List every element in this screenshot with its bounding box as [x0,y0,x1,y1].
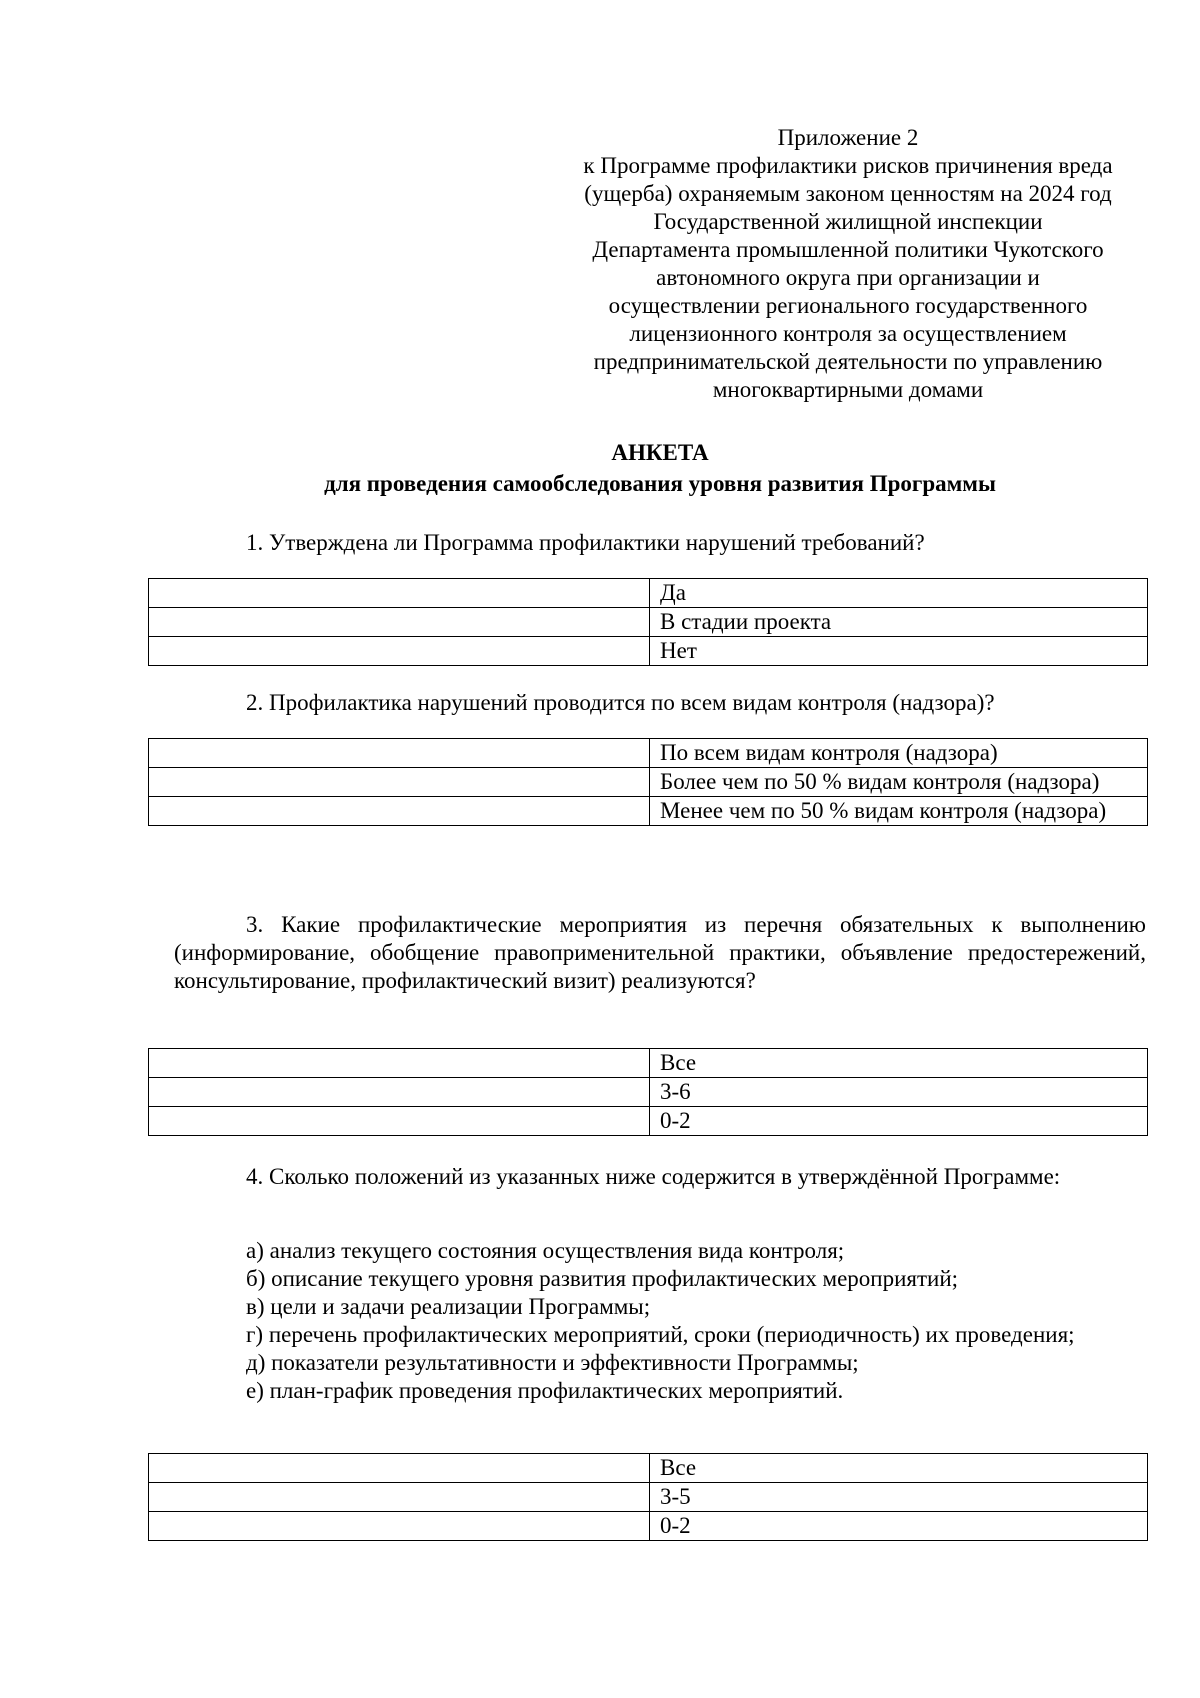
appendix-line: Приложение 2 [777,125,919,150]
appendix-line: осуществлении регионального государственного [608,293,1088,318]
list-item: д) показатели результативности и эффективности Программы; [246,1350,859,1375]
appendix-line: автономного округа при организации и [656,265,1040,290]
appendix-line: лицензионного контроля за осуществлением [629,321,1067,346]
answer-option: Менее чем по 50 % видам контроля (надзора) [650,797,1148,826]
question-4-list [174,1237,1146,1405]
appendix-line: (ущерба) охраняемым законом ценностям на 2024 год [584,181,1112,206]
answer-option: Нет [650,637,1148,666]
answer-option: 0-2 [650,1107,1148,1136]
answer-mark-cell[interactable] [149,1049,650,1078]
answer-table-1 [148,578,1148,666]
table-row [149,637,1148,666]
answer-mark-cell[interactable] [149,608,650,637]
answer-option: Да [650,579,1148,608]
appendix-line: Государственной жилищной инспекции [653,209,1043,234]
appendix-header [550,124,1146,404]
list-item: в) цели и задачи реализации Программы; [246,1294,651,1319]
appendix-line: к Программе профилактики рисков причинения вреда [583,153,1113,178]
answer-mark-cell[interactable] [149,637,650,666]
table-row [149,608,1148,637]
question-2: 2. Профилактика нарушений проводится по всем видам контроля (надзора)? [246,690,995,715]
table-row [149,797,1148,826]
question-1: 1. Утверждена ли Программа профилактики нарушений требований? [246,530,925,555]
document-page [174,0,1146,1698]
table-row [149,768,1148,797]
table-row [149,1049,1148,1078]
title-subtitle: для проведения самообследования уровня развития Программы [324,471,996,496]
answer-mark-cell[interactable] [149,1107,650,1136]
answer-option: В стадии проекта [650,608,1148,637]
answer-option: 3-5 [650,1483,1148,1512]
answer-option: Все [650,1454,1148,1483]
list-item: б) описание текущего уровня развития профилактических мероприятий; [246,1266,959,1291]
appendix-line: Департамента промышленной политики Чукотского [592,237,1104,262]
question-4: 4. Сколько положений из указанных ниже содержится в утверждённой Программе: [246,1164,1061,1189]
table-row [149,1078,1148,1107]
list-item: е) план-график проведения профилактических мероприятий. [246,1378,844,1403]
appendix-line: предпринимательской деятельности по управлению [593,349,1103,374]
appendix-line: многоквартирными домами [712,377,984,402]
answer-table-3 [148,1048,1148,1136]
table-row [149,1512,1148,1541]
answer-table-2 [148,738,1148,826]
answer-option: По всем видам контроля (надзора) [650,739,1148,768]
answer-mark-cell[interactable] [149,1512,650,1541]
table-row [149,1454,1148,1483]
table-row [149,1483,1148,1512]
answer-option: 3-6 [650,1078,1148,1107]
answer-mark-cell[interactable] [149,1454,650,1483]
answer-mark-cell[interactable] [149,1483,650,1512]
answer-mark-cell[interactable] [149,739,650,768]
answer-option: Более чем по 50 % видам контроля (надзора) [650,768,1148,797]
answer-option: 0-2 [650,1512,1148,1541]
answer-mark-cell[interactable] [149,1078,650,1107]
answer-mark-cell[interactable] [149,579,650,608]
list-item: г) перечень профилактических мероприятий, сроки (периодичность) их проведения; [246,1322,1075,1347]
document-title [174,437,1146,499]
answer-option: Все [650,1049,1148,1078]
question-3: 3. Какие профилактические мероприятия из перечня обязательных к выполнению (информирование, обобщение правоприменительной практики, объявление предостережений, консультирование, профилактический визит) реализуются? [174,912,1146,993]
table-row [149,739,1148,768]
answer-table-4 [148,1453,1148,1541]
table-row [149,579,1148,608]
title-main: АНКЕТА [611,440,709,465]
answer-mark-cell[interactable] [149,797,650,826]
list-item: а) анализ текущего состояния осуществления вида контроля; [246,1238,845,1263]
table-row [149,1107,1148,1136]
answer-mark-cell[interactable] [149,768,650,797]
